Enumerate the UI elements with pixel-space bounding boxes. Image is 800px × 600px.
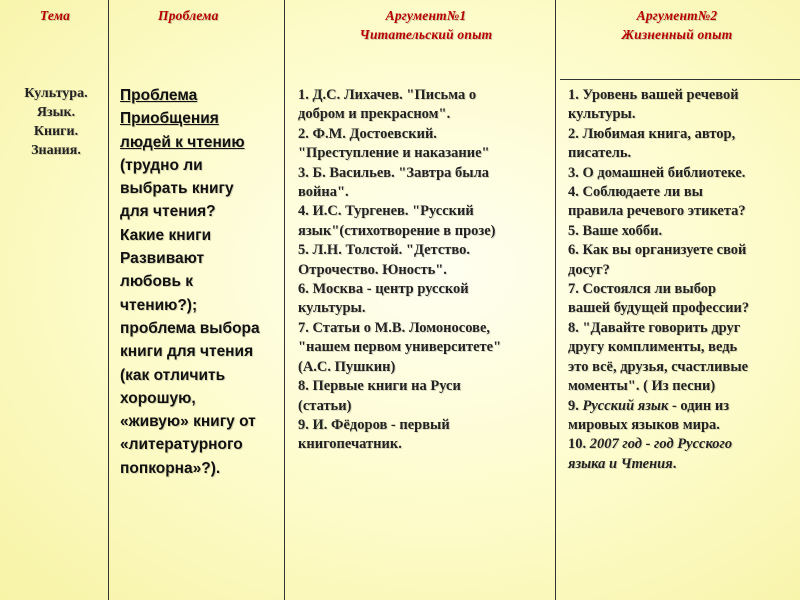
argument-1-line: "Преступление и наказание" bbox=[298, 145, 490, 162]
argument-2-line: мировых языков мира. bbox=[568, 416, 720, 433]
item-9-prefix: 9. bbox=[568, 397, 583, 414]
item-10-italic-cont: языка и Чтения bbox=[568, 455, 673, 472]
argument-1-line: война". bbox=[298, 184, 349, 201]
argument-2-line-item-10 bbox=[568, 435, 794, 454]
argument-1-line: 1. Д.С. Лихачев. "Письма о bbox=[298, 87, 477, 103]
argument-1-line: добром и прекрасном". bbox=[298, 106, 451, 123]
argument-1-line: 7. Статьи о М.В. Ломоносове, bbox=[298, 319, 491, 336]
vertical-divider-1 bbox=[108, 0, 109, 600]
argument-1-line: Отрочество. Юность". bbox=[298, 261, 447, 278]
problem-line: (трудно ли bbox=[120, 156, 203, 174]
header-argument-1-subtitle: Читательский опыт bbox=[359, 27, 493, 42]
item-10-prefix: 10. bbox=[568, 436, 590, 453]
argument-1-line: 2. Ф.М. Достоевский. bbox=[298, 125, 437, 142]
tema-cell bbox=[8, 84, 104, 160]
vertical-divider-2 bbox=[284, 0, 285, 600]
item-10-end: . bbox=[672, 455, 677, 472]
item-9-italic: Русский язык bbox=[582, 397, 669, 414]
problem-line: проблема выбора bbox=[120, 319, 260, 337]
problem-line: «литературного bbox=[120, 436, 243, 454]
argument-1-line: 3. Б. Васильев. "Завтра была bbox=[298, 164, 489, 181]
item-10-italic: 2007 год - год Русского bbox=[589, 436, 733, 453]
header-argument-2-subtitle: Жизненный опыт bbox=[621, 27, 733, 42]
problem-line: «живую» книгу от bbox=[120, 413, 256, 431]
argument-2-line: 4. Соблюдаете ли вы bbox=[568, 184, 703, 201]
argument-2-line: 3. О домашней библиотеке. bbox=[568, 164, 746, 181]
argument-2-line: 6. Как вы организуете свой bbox=[568, 242, 747, 259]
problem-line: Развивают bbox=[120, 250, 205, 268]
problem-line: для чтения? bbox=[120, 203, 216, 221]
problem-line: любовь к bbox=[120, 273, 194, 291]
argument-2-line: правила речевого этикета? bbox=[568, 203, 746, 220]
argument-2-line: культуры. bbox=[568, 106, 636, 123]
argument-1-line: 8. Первые книги на Руси bbox=[298, 378, 461, 395]
header-argument-2 bbox=[562, 6, 792, 44]
problem-line: чтению?); bbox=[120, 296, 198, 314]
header-argument-1-title: Аргумент№1 bbox=[385, 8, 467, 23]
tema-line: Знания. bbox=[31, 143, 81, 158]
header-argument-2-title: Аргумент№2 bbox=[636, 8, 718, 23]
argument-1-line: "нашем первом университете" bbox=[298, 339, 502, 356]
header-problem: Проблема bbox=[158, 8, 219, 23]
argument-2-line: моменты". ( Из песни) bbox=[568, 378, 716, 395]
argument-2-line-item-9 bbox=[568, 397, 794, 416]
argument-1-line: язык"(стихотворение в прозе) bbox=[298, 222, 496, 239]
problem-line: Приобщения bbox=[120, 110, 219, 128]
problem-line: Проблема bbox=[120, 87, 198, 104]
argument-1-line: 6. Москва - центр русской bbox=[298, 281, 469, 298]
header-argument-1 bbox=[296, 6, 556, 44]
argument-2-line: 1. Уровень вашей речевой bbox=[568, 87, 739, 103]
problem-line: (как отличить bbox=[120, 366, 226, 384]
argument-2-line-item-10-cont bbox=[568, 455, 794, 474]
argument-1-line: книгопечатник. bbox=[298, 436, 402, 453]
argument-1-line: культуры. bbox=[298, 300, 366, 317]
header-tema: Тема bbox=[39, 8, 71, 23]
argument-2-line: вашей будущей профессии? bbox=[568, 300, 750, 317]
problem-line: хорошую, bbox=[120, 389, 196, 407]
argument-2-line: 2. Любимая книга, автор, bbox=[568, 125, 736, 142]
problem-line: Какие книги bbox=[120, 226, 212, 244]
argument-2-line: 5. Ваше хобби. bbox=[568, 222, 663, 239]
tema-line: Культура. bbox=[24, 86, 88, 101]
argument-2-line: 7. Состоялся ли выбор bbox=[568, 281, 717, 298]
argument-2-line: писатель. bbox=[568, 145, 632, 162]
argument-1-line: 9. И. Фёдоров - первый bbox=[298, 416, 450, 433]
tema-line: Язык. bbox=[36, 105, 76, 120]
argument-2-cell bbox=[568, 86, 794, 474]
problem-line: книги для чтения bbox=[120, 343, 254, 361]
tema-line: Книги. bbox=[33, 124, 79, 139]
problem-line: людей к чтению bbox=[120, 133, 245, 151]
argument-2-line: досуг? bbox=[568, 261, 610, 278]
argument-2-line: это всё, друзья, счастливые bbox=[568, 358, 749, 375]
item-9-rest: - один из bbox=[668, 397, 730, 414]
argument-1-line: (статьи) bbox=[298, 397, 352, 414]
argument-1-line: 5. Л.Н. Толстой. "Детство. bbox=[298, 242, 470, 259]
horizontal-divider bbox=[560, 79, 800, 80]
argument-1-line: 4. И.С. Тургенев. "Русский bbox=[298, 203, 474, 220]
argument-2-line: другу комплименты, ведь bbox=[568, 339, 738, 356]
problem-cell bbox=[120, 84, 280, 480]
argument-1-line: (А.С. Пушкин) bbox=[298, 358, 396, 375]
vertical-divider-3 bbox=[555, 0, 556, 600]
problem-line: попкорна»?). bbox=[120, 459, 221, 477]
argument-1-cell bbox=[298, 86, 554, 455]
problem-line: выбрать книгу bbox=[120, 180, 234, 198]
argument-2-line: 8. "Давайте говорить друг bbox=[568, 319, 741, 336]
